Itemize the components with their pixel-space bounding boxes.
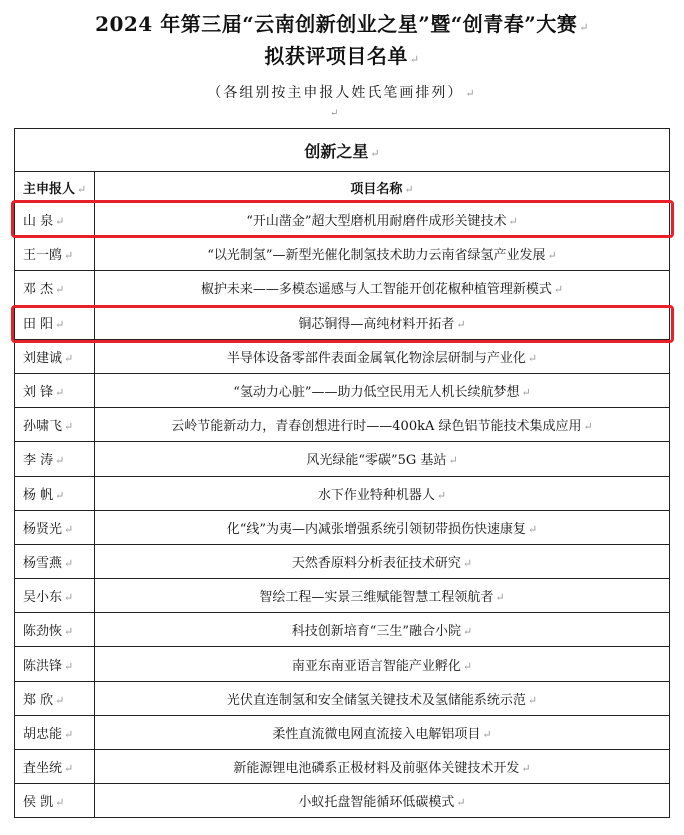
- paragraph-mark: ↵: [495, 591, 505, 605]
- applicant-name: 邓 杰: [23, 282, 54, 298]
- project-name: “以光制氢”—新型光催化制氢技术助力云南省绿氢产业发展: [207, 248, 546, 264]
- paragraph-mark: ↵: [482, 727, 492, 741]
- paragraph-mark: ↵: [527, 351, 538, 365]
- paragraph-mark: ↵: [465, 87, 477, 100]
- applicant-name: 杨 帆: [23, 487, 54, 503]
- table-row: [15, 408, 670, 442]
- applicant-name: 王一鸥: [23, 248, 63, 264]
- applicant-name-cell: [15, 271, 95, 305]
- paragraph-mark: ↵: [55, 386, 65, 400]
- table-row: [15, 681, 670, 715]
- paragraph-mark: ↵: [64, 249, 74, 263]
- title-line2-text: 拟获评项目名单: [264, 44, 408, 68]
- project-name-cell: [95, 237, 670, 271]
- applicant-name-cell: [15, 442, 95, 476]
- project-name: 铜芯铜得—高纯材料开拓者: [298, 316, 455, 332]
- project-name: 椒护未来——多模态遥感与人工智能开创花椒种植管理新模式: [200, 282, 552, 298]
- column-header-name-text: 主申报人: [23, 181, 76, 197]
- table-row: [15, 647, 670, 681]
- table-row: [15, 271, 670, 305]
- applicant-name: 刘 锋: [23, 385, 54, 401]
- paragraph-mark: ↵: [64, 762, 74, 776]
- applicant-name: 李 涛: [23, 453, 54, 469]
- ordering-note: [0, 82, 684, 102]
- project-name: 半导体设备零部件表面金属氧化物涂层研制与产业化: [226, 350, 526, 366]
- group-title-row: [15, 129, 670, 172]
- project-name: 天然香原料分析表征技术研究: [291, 555, 461, 571]
- applicant-name-cell: [15, 237, 95, 271]
- project-name-cell: [95, 544, 670, 578]
- paragraph-mark: ↵: [527, 693, 538, 707]
- applicant-name: 郑 欣: [23, 692, 54, 708]
- paragraph-mark: ↵: [579, 21, 589, 34]
- document-title-line1: [0, 8, 684, 37]
- applicant-name-cell: [15, 373, 95, 407]
- project-name-cell: [95, 373, 670, 407]
- applicant-name: 杨贤光: [23, 521, 63, 537]
- paragraph-mark: ↵: [409, 53, 420, 66]
- applicant-name: 杨雪燕: [23, 555, 63, 571]
- project-name: 科技创新培育“三生”融合小院: [291, 624, 462, 640]
- applicant-name: 陈洪锋: [23, 658, 63, 674]
- table-row: [15, 373, 670, 407]
- applicant-name: 胡忠能: [23, 726, 63, 742]
- applicant-name-cell: [15, 750, 95, 784]
- highlight-box-row-4: [11, 305, 674, 343]
- project-name-cell: [95, 613, 670, 647]
- paragraph-mark: ↵: [64, 591, 74, 605]
- paragraph-mark: ↵: [55, 454, 65, 468]
- applicant-name: 査坐统: [23, 761, 63, 777]
- applicant-name-cell: [15, 784, 95, 818]
- applicant-name-cell: [15, 647, 95, 681]
- applicant-name-cell: [15, 544, 95, 578]
- paragraph-mark: ↵: [436, 488, 447, 502]
- column-header-project: [95, 172, 670, 203]
- paragraph-mark: ↵: [456, 796, 466, 810]
- paragraph-mark: ↵: [528, 522, 538, 536]
- column-header-row: [15, 172, 670, 203]
- paragraph-mark: ↵: [64, 522, 74, 536]
- project-name-cell: [95, 510, 670, 544]
- project-name: 水下作业特种机器人: [317, 487, 435, 503]
- paragraph-mark: ↵: [64, 556, 74, 570]
- paragraph-mark: ↵: [547, 249, 557, 263]
- project-name: “开山凿金”超大型磨机用耐磨件成形关键技术: [246, 214, 507, 230]
- project-name: 新能源锂电池磷系正极材料及前驱体关键技术开发: [233, 761, 520, 777]
- paragraph-mark: ↵: [553, 283, 564, 297]
- table-row: [15, 750, 670, 784]
- applicant-name: 刘建诚: [23, 350, 63, 366]
- table-row: [15, 476, 670, 510]
- paragraph-mark: ↵: [462, 556, 473, 570]
- project-name-cell: [95, 476, 670, 510]
- paragraph-mark: ↵: [456, 317, 466, 331]
- paragraph-mark: ↵: [370, 146, 380, 160]
- project-name-cell: [95, 715, 670, 749]
- paragraph-mark: ↵: [64, 351, 74, 365]
- applicant-name-cell: [15, 510, 95, 544]
- project-name-cell: [95, 408, 670, 442]
- project-name-cell: [95, 681, 670, 715]
- paragraph-mark: ↵: [521, 762, 531, 776]
- project-name: 化“线”为夷—内减张增强系统引领韧带损伤快速康复: [226, 521, 527, 537]
- paragraph-mark: ↵: [64, 420, 74, 434]
- paragraph-mark: ↵: [64, 727, 74, 741]
- paragraph-mark: ↵: [521, 386, 531, 400]
- paragraph-mark: ↵: [55, 215, 65, 229]
- paragraph-mark: ↵: [583, 420, 593, 434]
- applicant-name: 侯 凯: [23, 795, 54, 811]
- paragraph-mark: ↵: [55, 283, 65, 297]
- empty-paragraph-mark: ↵: [330, 108, 339, 119]
- project-name-cell: [95, 579, 670, 613]
- applicant-name-cell: [15, 715, 95, 749]
- group-title: [15, 129, 670, 172]
- applicant-name: 孙啸飞: [23, 419, 63, 435]
- applicant-name-cell: [15, 579, 95, 613]
- column-header-name: [15, 172, 95, 203]
- group-title-text: 创新之星: [304, 141, 369, 161]
- applicant-name-cell: [15, 339, 95, 373]
- table-row: [15, 784, 670, 818]
- project-name-cell: [95, 647, 670, 681]
- table-row: [15, 237, 670, 271]
- highlight-box-row-1: [11, 200, 674, 238]
- applicant-name-cell: [15, 408, 95, 442]
- project-name: 智绘工程—实景三维赋能智慧工程领航者: [259, 590, 494, 606]
- paragraph-mark: ↵: [463, 625, 473, 639]
- table-row: [15, 442, 670, 476]
- project-name: 小蚁托盘智能循环低碳模式: [298, 795, 455, 811]
- project-name-cell: [95, 442, 670, 476]
- paragraph-mark: ↵: [55, 796, 65, 810]
- table-row: [15, 339, 670, 373]
- paragraph-mark: ↵: [55, 488, 65, 502]
- project-name: 光伏直连制氢和安全储氢关键技术及氢储能系统示范: [226, 692, 526, 708]
- project-name-cell: [95, 784, 670, 818]
- column-header-project-text: 项目名称: [350, 181, 403, 197]
- table-row: [15, 544, 670, 578]
- ordering-note-text: （各组别按主申报人姓氏笔画排列）: [207, 85, 464, 101]
- applicant-name: 吴小东: [23, 590, 63, 606]
- paragraph-mark: ↵: [64, 659, 74, 673]
- table-row: [15, 579, 670, 613]
- project-name: 云岭节能新动力，青春创想进行时——400kA 绿色铝节能技术集成应用: [171, 419, 582, 435]
- project-name: “氢动力心脏”——助力低空民用无人机长续航梦想: [233, 385, 520, 401]
- applicant-name-cell: [15, 681, 95, 715]
- table-row: [15, 715, 670, 749]
- paragraph-mark: ↵: [55, 317, 65, 331]
- project-name: 柔性直流微电网直流接入电解铝项目: [272, 726, 481, 742]
- paragraph-mark: ↵: [55, 693, 65, 707]
- paragraph-mark: ↵: [462, 659, 473, 673]
- paragraph-mark: ↵: [508, 215, 518, 229]
- project-name: 风光绿能“零碳”5G 基站: [306, 453, 447, 469]
- paragraph-mark: ↵: [448, 454, 458, 468]
- table-row: [15, 510, 670, 544]
- project-name: 南亚东南亚语言智能产业孵化: [291, 658, 461, 674]
- table-body: [15, 203, 670, 818]
- project-name-cell: [95, 339, 670, 373]
- applicant-name: 田 阳: [23, 316, 54, 332]
- project-name-cell: [95, 271, 670, 305]
- title-line1-text: 2024 年第三届“云南创新创业之星”暨“创青春”大赛: [95, 12, 578, 36]
- applicant-name: 山 泉: [23, 214, 54, 230]
- table-row: [15, 613, 670, 647]
- paragraph-mark: ↵: [77, 182, 87, 196]
- document-title-line2: [0, 40, 684, 69]
- paragraph-mark: ↵: [404, 182, 414, 196]
- applicant-name: 陈劲恢: [23, 624, 63, 640]
- paragraph-mark: ↵: [64, 625, 74, 639]
- project-name-cell: [95, 750, 670, 784]
- applicant-name-cell: [15, 476, 95, 510]
- applicant-name-cell: [15, 613, 95, 647]
